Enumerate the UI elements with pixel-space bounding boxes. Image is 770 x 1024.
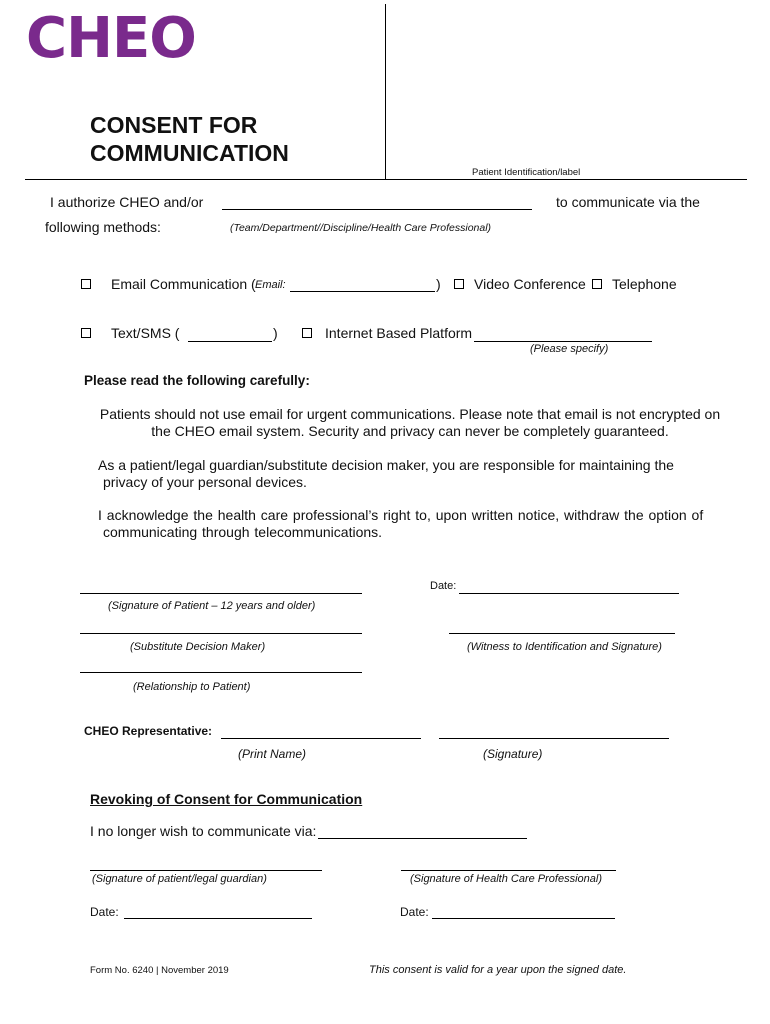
- internet-platform-input-line[interactable]: [474, 341, 652, 342]
- notice-p1-line1: Patients should not use email for urgent communications. Please note that email is not encrypted on: [99, 406, 721, 422]
- revoke-date-label-2: Date:: [400, 905, 429, 919]
- form-number: Form No. 6240 | November 2019: [90, 965, 229, 976]
- text-sms-close-paren: ): [273, 325, 278, 341]
- internet-platform-checkbox[interactable]: [302, 328, 312, 338]
- witness-caption: (Witness to Identification and Signature): [467, 641, 662, 653]
- form-title-line1: CONSENT FOR: [90, 112, 258, 138]
- telephone-label: Telephone: [612, 276, 677, 292]
- header-divider-horizontal: [25, 179, 747, 180]
- team-department-caption: (Team/Department//Discipline/Health Care Professional): [230, 222, 492, 234]
- witness-signature-line[interactable]: [449, 633, 675, 634]
- sdm-signature-line[interactable]: [80, 633, 362, 634]
- telephone-checkbox[interactable]: [592, 279, 602, 289]
- authorize-prefix: I authorize CHEO and/or: [50, 194, 204, 210]
- notice-p1-line2: the CHEO email system. Security and privacy can never be completely guaranteed.: [151, 423, 669, 439]
- header-divider-vertical: [385, 4, 386, 180]
- notice-paragraph-2: [98, 457, 674, 491]
- hcp-signature-line[interactable]: [401, 870, 616, 871]
- team-department-field[interactable]: [222, 209, 532, 210]
- video-conference-label: Video Conference: [474, 276, 586, 292]
- revoke-date-line-1[interactable]: [124, 918, 312, 919]
- email-communication-label: Email Communication (: [111, 276, 256, 292]
- notice-p2-line2: privacy of your personal devices.: [103, 474, 307, 490]
- text-sms-input-line[interactable]: [188, 341, 272, 342]
- email-input-line[interactable]: [290, 291, 435, 292]
- notice-paragraph-1: [60, 406, 760, 440]
- revoke-heading: Revoking of Consent for Communication: [90, 791, 363, 807]
- revoke-statement: I no longer wish to communicate via:: [90, 823, 317, 839]
- email-close-paren: ): [436, 276, 441, 292]
- cheo-representative-label: CHEO Representative:: [84, 724, 213, 738]
- sdm-caption: (Substitute Decision Maker): [130, 641, 266, 653]
- notice-heading: Please read the following carefully:: [84, 373, 310, 388]
- cheo-logo: CHEO: [26, 6, 196, 71]
- patient-id-label: Patient Identification/label: [472, 167, 581, 178]
- form-title-line2: COMMUNICATION: [90, 140, 289, 166]
- authorize-line2: following methods:: [45, 219, 161, 235]
- text-sms-label: Text/SMS (: [111, 325, 180, 341]
- patient-signature-caption: (Signature of Patient – 12 years and older): [108, 600, 316, 612]
- print-name-caption: (Print Name): [238, 747, 307, 761]
- notice-p2-line1: As a patient/legal guardian/substitute decision maker, you are responsible for maintaining the: [98, 457, 674, 473]
- guardian-signature-line[interactable]: [90, 870, 322, 871]
- signature-caption: (Signature): [483, 747, 543, 761]
- video-conference-checkbox[interactable]: [454, 279, 464, 289]
- please-specify-caption: (Please specify): [530, 343, 609, 355]
- email-field-label: Email:: [255, 279, 286, 291]
- guardian-signature-caption: (Signature of patient/legal guardian): [92, 873, 267, 885]
- revoke-date-label-1: Date:: [90, 905, 119, 919]
- cheo-rep-signature-line[interactable]: [439, 738, 669, 739]
- hcp-signature-caption: (Signature of Health Care Professional): [410, 873, 602, 885]
- text-sms-checkbox[interactable]: [81, 328, 91, 338]
- cheo-rep-name-line[interactable]: [221, 738, 421, 739]
- date-label: Date:: [430, 580, 457, 592]
- revoke-date-line-2[interactable]: [432, 918, 615, 919]
- notice-p3-line2: communicating through telecommunications.: [103, 524, 383, 540]
- notice-p3-line1: I acknowledge the health care professional’s right to, upon written notice, withdraw the option of: [98, 507, 704, 523]
- notice-paragraph-3: [98, 507, 703, 541]
- authorize-suffix: to communicate via the: [556, 194, 700, 210]
- relationship-line[interactable]: [80, 672, 362, 673]
- date-input-line[interactable]: [459, 593, 679, 594]
- patient-signature-line[interactable]: [80, 593, 362, 594]
- internet-platform-label: Internet Based Platform: [325, 325, 473, 341]
- validity-note: This consent is valid for a year upon the signed date.: [369, 964, 627, 976]
- relationship-caption: (Relationship to Patient): [133, 681, 251, 693]
- revoke-method-line[interactable]: [318, 838, 527, 839]
- email-checkbox[interactable]: [81, 279, 91, 289]
